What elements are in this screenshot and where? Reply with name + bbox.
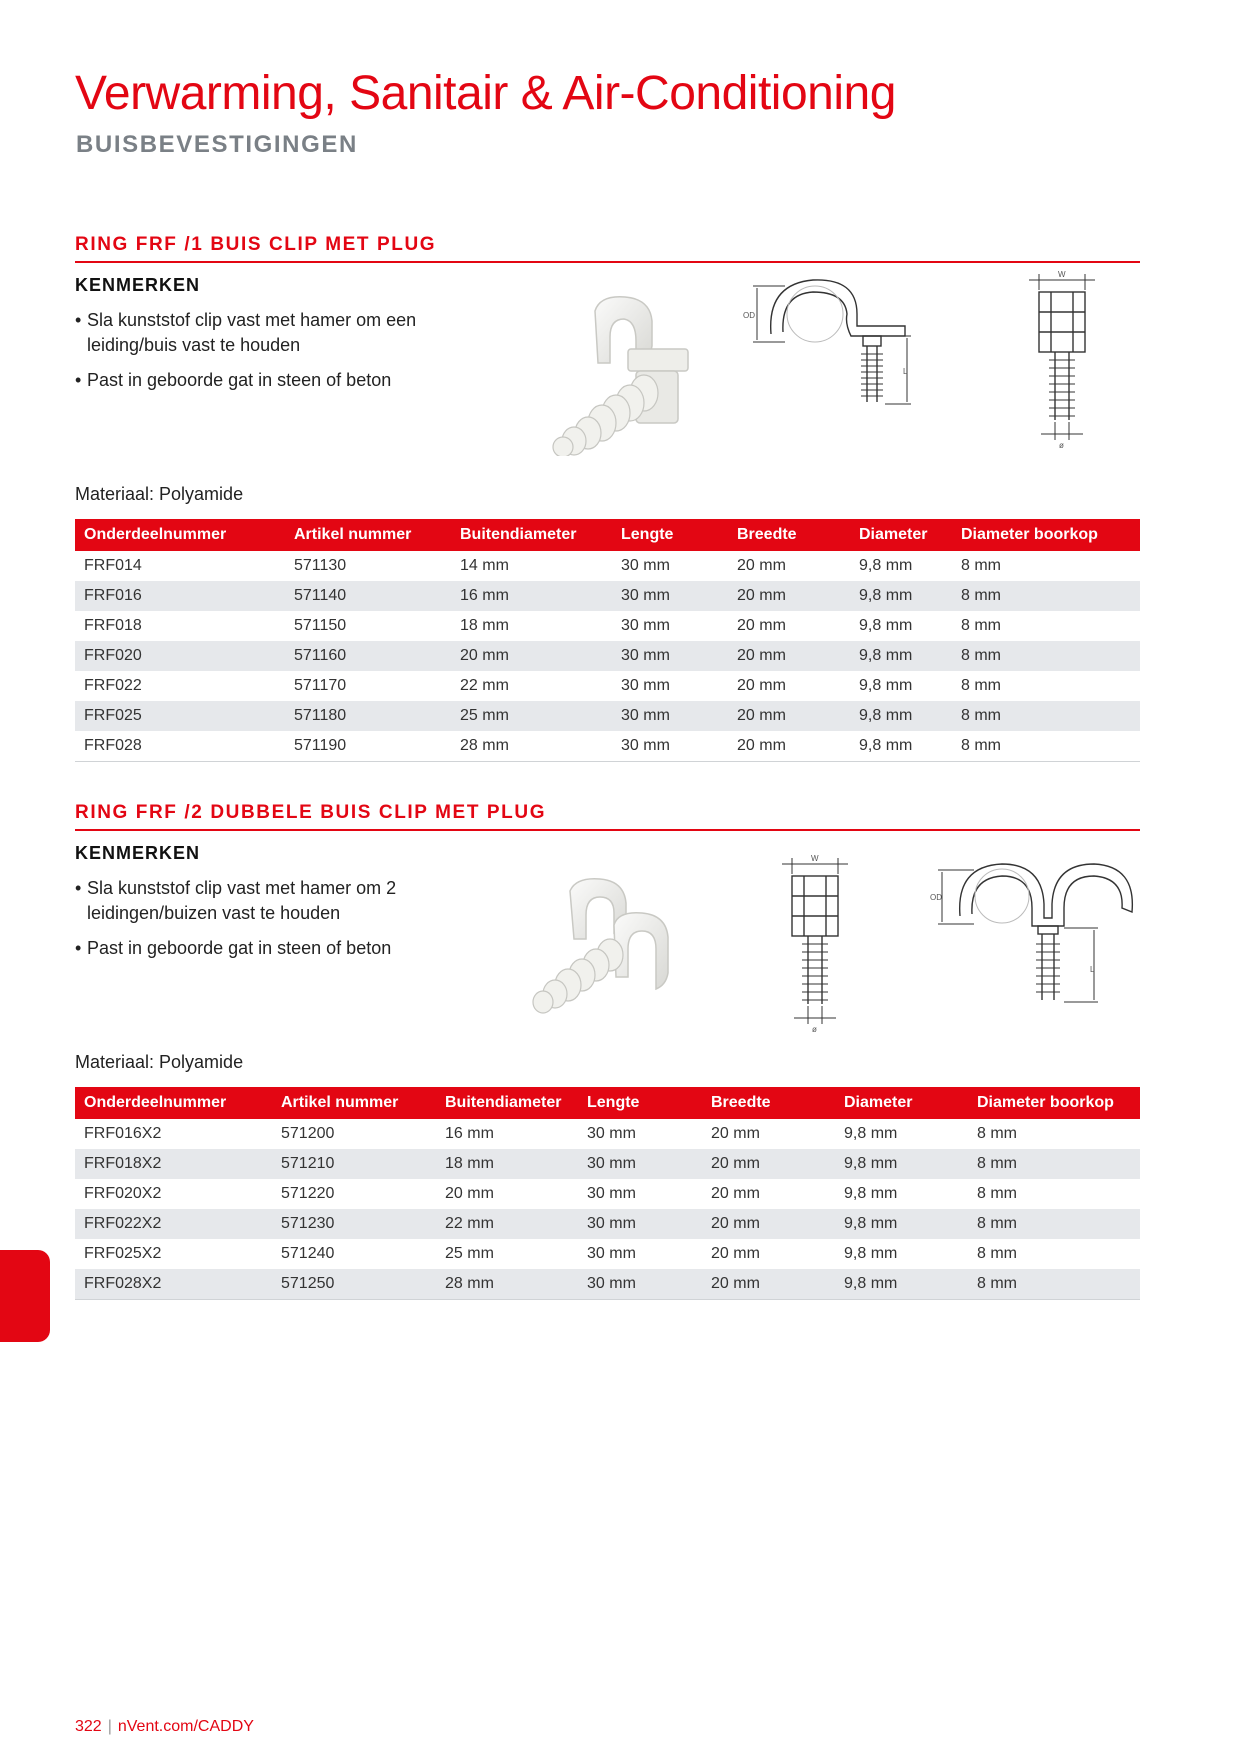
table-cell: 571140: [285, 581, 451, 611]
section-double-clip: [75, 802, 1140, 1302]
table-cell: 8 mm: [952, 641, 1140, 671]
table-row: [75, 611, 1140, 641]
table-cell: FRF018X2: [75, 1149, 272, 1179]
table-cell: 8 mm: [968, 1149, 1140, 1179]
table-cell: 8 mm: [968, 1269, 1140, 1299]
feature-item: • Sla kunststof clip vast met hamer om 2 leidingen/buizen vast te houden: [75, 876, 435, 926]
table-cell: 571250: [272, 1269, 436, 1299]
table-cell: 571190: [285, 731, 451, 761]
table-cell: 30 mm: [612, 731, 728, 761]
table-cell: 9,8 mm: [850, 581, 952, 611]
table-cell: 30 mm: [587, 1185, 636, 1202]
table-cell: 28 mm: [451, 731, 612, 761]
diameter-label: ø: [1059, 441, 1064, 449]
table-row: [75, 551, 1140, 581]
table-cell: 30 mm: [578, 1209, 702, 1239]
table-cell: FRF028: [75, 731, 285, 761]
page-title: Verwarming, Sanitair & Air-Conditioning: [75, 67, 896, 120]
column-header: Onderdeelnummer: [75, 1087, 272, 1119]
table-cell: 9,8 mm: [835, 1209, 968, 1239]
feature-item: • Sla kunststof clip vast met hamer om een leiding/buis vast te houden: [75, 308, 435, 358]
table-cell: FRF022: [84, 677, 142, 694]
table-cell: 20 mm: [728, 731, 850, 761]
table-row: [75, 731, 1140, 761]
features-heading: KENMERKEN: [75, 275, 201, 295]
footer-separator: |: [107, 1718, 112, 1735]
table-row: [75, 1209, 1140, 1239]
table-cell: 9,8 mm: [859, 677, 913, 694]
w-label: W: [1058, 270, 1066, 279]
column-header: Artikel nummer: [272, 1087, 436, 1119]
table-header-row: [75, 1087, 1140, 1119]
table-cell: 20 mm: [737, 557, 786, 574]
table-cell: FRF014: [84, 557, 142, 574]
table-cell: 571160: [285, 641, 451, 671]
table-row: [75, 671, 1140, 701]
features-heading: KENMERKEN: [75, 843, 201, 863]
table-cell: 20 mm: [451, 641, 612, 671]
table-cell: FRF028X2: [75, 1269, 272, 1299]
table-row: [75, 1149, 1140, 1179]
table-row: [75, 581, 1140, 611]
table-cell: 30 mm: [621, 617, 670, 634]
technical-drawing-front-double: [780, 848, 860, 1033]
table-cell: 14 mm: [460, 557, 509, 574]
table-row: [75, 701, 1140, 731]
diameter-label: ø: [812, 1025, 817, 1033]
page-number: 322: [75, 1718, 102, 1735]
chapter-tab-marker: [0, 1250, 50, 1342]
table-cell: FRF022X2: [75, 1209, 272, 1239]
product-photo-double-clip: [520, 877, 710, 1027]
table-cell: FRF016X2: [84, 1125, 162, 1142]
table-cell: 8 mm: [952, 581, 1140, 611]
column-header: Breedte: [702, 1087, 835, 1119]
w-label: W: [811, 854, 819, 863]
table-cell: FRF016: [75, 581, 285, 611]
table-row: [75, 1179, 1140, 1209]
table-cell: 20 mm: [702, 1149, 835, 1179]
table-cell: 30 mm: [578, 1149, 702, 1179]
table-cell: 20 mm: [711, 1245, 760, 1262]
section-title: RING FRF /2 DUBBELE BUIS CLIP MET PLUG: [75, 802, 1140, 831]
table-row: [75, 641, 1140, 671]
section-single-clip: [75, 234, 1140, 774]
section-title: RING FRF /1 BUIS CLIP MET PLUG: [75, 234, 1140, 263]
technical-drawing-front-single: [1025, 264, 1105, 449]
table-cell: 22 mm: [460, 677, 509, 694]
column-header: Breedte: [728, 519, 850, 551]
table-cell: 30 mm: [612, 701, 728, 731]
product-photo-single-clip: [540, 291, 710, 456]
table-cell: 8 mm: [961, 677, 1001, 694]
table-cell: 571180: [285, 701, 451, 731]
table-cell: 20 mm: [711, 1125, 760, 1142]
table-cell: 20 mm: [702, 1269, 835, 1299]
table-cell: 20 mm: [728, 581, 850, 611]
column-header: Onderdeelnummer: [75, 519, 285, 551]
table-cell: 20 mm: [728, 641, 850, 671]
table-cell: 571240: [281, 1245, 335, 1262]
table-cell: 30 mm: [612, 581, 728, 611]
table-cell: 8 mm: [952, 731, 1140, 761]
table-cell: 20 mm: [445, 1185, 494, 1202]
od-label: OD: [743, 311, 755, 320]
website-link[interactable]: nVent.com/CADDY: [117, 1718, 254, 1735]
table-cell: FRF020: [75, 641, 285, 671]
table-cell: 8 mm: [961, 617, 1001, 634]
table-cell: 8 mm: [977, 1245, 1017, 1262]
table-cell: FRF018: [84, 617, 142, 634]
table-row: [75, 1119, 1140, 1149]
table-cell: 16 mm: [445, 1125, 494, 1142]
table-cell: 20 mm: [711, 1185, 760, 1202]
technical-drawing-side-double: [930, 860, 1140, 1020]
column-header: Diameter: [850, 519, 952, 551]
table-cell: 20 mm: [702, 1209, 835, 1239]
column-header: Lengte: [578, 1087, 702, 1119]
table-cell: 9,8 mm: [850, 731, 952, 761]
table-cell: 20 mm: [737, 677, 786, 694]
table-cell: 8 mm: [968, 1209, 1140, 1239]
table-cell: 9,8 mm: [835, 1149, 968, 1179]
table-cell: 20 mm: [728, 701, 850, 731]
column-header: Buitendiameter: [436, 1087, 578, 1119]
table-cell: 25 mm: [445, 1245, 494, 1262]
table-cell: 18 mm: [436, 1149, 578, 1179]
table-cell: 571130: [294, 557, 347, 574]
table-row: [75, 1269, 1140, 1299]
page-footer: [75, 1718, 254, 1736]
product-table-double: [75, 1087, 1140, 1300]
material-note: Materiaal: Polyamide: [75, 484, 244, 504]
table-cell: FRF020X2: [84, 1185, 162, 1202]
table-cell: 8 mm: [977, 1185, 1017, 1202]
table-cell: 16 mm: [451, 581, 612, 611]
l-label: L: [1090, 965, 1095, 974]
table-cell: 571150: [294, 617, 347, 634]
table-cell: 28 mm: [436, 1269, 578, 1299]
table-header-row: [75, 519, 1140, 551]
table-cell: 25 mm: [451, 701, 612, 731]
table-cell: 8 mm: [961, 557, 1001, 574]
table-cell: 9,8 mm: [859, 617, 913, 634]
table-cell: 18 mm: [460, 617, 509, 634]
table-cell: 9,8 mm: [850, 641, 952, 671]
table-cell: 22 mm: [436, 1209, 578, 1239]
table-cell: 30 mm: [578, 1269, 702, 1299]
table-cell: 9,8 mm: [859, 557, 913, 574]
table-cell: 571170: [294, 677, 347, 694]
product-table-single: [75, 519, 1140, 762]
table-cell: 30 mm: [621, 677, 670, 694]
feature-item: • Past in geboorde gat in steen of beton: [75, 936, 435, 961]
column-header: Diameter boorkop: [952, 519, 1140, 551]
table-cell: 8 mm: [952, 701, 1140, 731]
table-cell: 8 mm: [977, 1125, 1017, 1142]
table-cell: 9,8 mm: [835, 1269, 968, 1299]
l-label: L: [903, 367, 908, 376]
table-cell: 9,8 mm: [844, 1185, 898, 1202]
table-cell: 571230: [272, 1209, 436, 1239]
material-note: Materiaal: Polyamide: [75, 1052, 244, 1072]
table-cell: 571220: [281, 1185, 335, 1202]
column-header: Buitendiameter: [451, 519, 612, 551]
table-cell: 571210: [272, 1149, 436, 1179]
technical-drawing-side-single: [735, 274, 925, 444]
column-header: Artikel nummer: [285, 519, 451, 551]
table-row: [75, 1239, 1140, 1269]
table-cell: 9,8 mm: [850, 701, 952, 731]
column-header: Diameter: [835, 1087, 968, 1119]
table-cell: 30 mm: [621, 557, 670, 574]
table-cell: 571200: [281, 1125, 335, 1142]
table-cell: FRF025X2: [84, 1245, 162, 1262]
column-header: Diameter boorkop: [968, 1087, 1140, 1119]
od-label: OD: [930, 893, 942, 902]
column-header: Lengte: [612, 519, 728, 551]
table-cell: 30 mm: [612, 641, 728, 671]
table-cell: 20 mm: [737, 617, 786, 634]
table-cell: 9,8 mm: [844, 1245, 898, 1262]
table-cell: FRF025: [75, 701, 285, 731]
table-cell: 30 mm: [587, 1245, 636, 1262]
table-cell: 9,8 mm: [844, 1125, 898, 1142]
page-subtitle: BUISBEVESTIGINGEN: [76, 131, 358, 158]
table-cell: 30 mm: [587, 1125, 636, 1142]
feature-item: • Past in geboorde gat in steen of beton: [75, 368, 435, 393]
